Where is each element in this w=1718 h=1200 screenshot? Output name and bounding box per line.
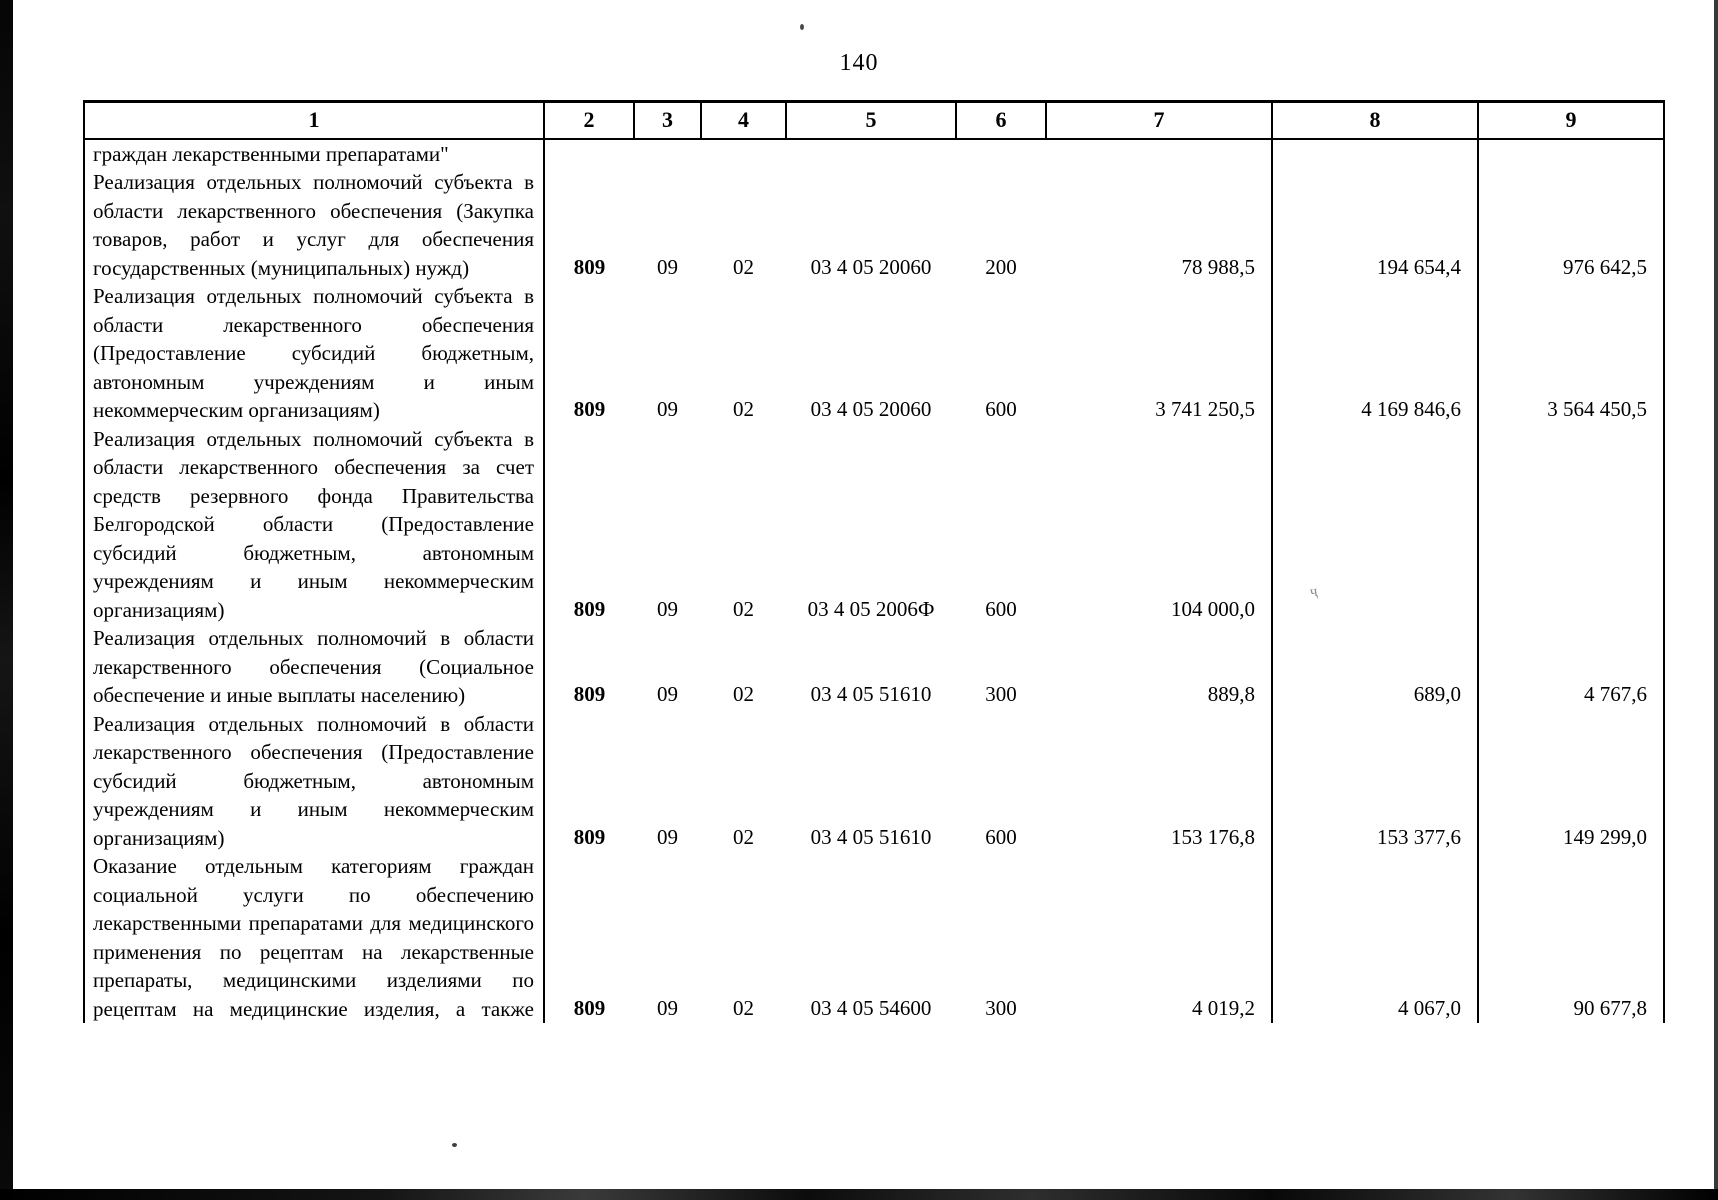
amount-2-cell	[1272, 425, 1478, 625]
amount-2-cell	[1272, 139, 1478, 169]
page-number: 140	[839, 50, 879, 76]
grbs-code-cell: 809	[573, 995, 606, 1020]
expense-type-code-cell: 600	[985, 824, 1017, 849]
amount-1-cell: 4 019,2	[1046, 852, 1272, 1023]
amount-3-cell	[1478, 139, 1664, 169]
target-article-code-cell: 03 4 05 20060	[810, 397, 932, 421]
header-cell-7: 7	[1046, 102, 1272, 139]
subsection-code-cell: 02	[733, 397, 754, 421]
amount-3-cell: 976 642,5	[1478, 168, 1664, 282]
expense-type-code-cell: 200	[985, 254, 1017, 279]
target-article-code-cell: 03 4 05 20060	[810, 254, 932, 279]
subsection-code-cell	[701, 139, 786, 169]
grbs-code-cell: 809	[573, 254, 606, 279]
table-row	[84, 852, 1664, 1023]
scan-speck	[800, 24, 804, 30]
target-article-code-cell: 03 4 05 51610	[810, 682, 932, 706]
amount-2-cell: 689,0	[1272, 624, 1478, 710]
table-row	[84, 139, 1664, 169]
row-description-cell: Оказание отдельным категориям граждан социальной услуги по обеспечению лекарственными препаратами для медицинского применения по рецептам на лекарственные препараты, медицинскими изделиями по рецептам на медицинские изделия, а также	[84, 852, 544, 1023]
scan-edge-right	[1714, 0, 1718, 1200]
table-row	[84, 425, 1664, 625]
section-code-cell: 09	[657, 596, 678, 621]
grbs-code-cell: 809	[573, 397, 606, 421]
expense-type-code-cell: 600	[985, 596, 1017, 621]
amount-3-cell: 4 767,6	[1478, 624, 1664, 710]
header-cell-3: 3	[634, 102, 701, 139]
target-article-code-cell: 03 4 05 51610	[810, 824, 932, 849]
row-description-cell: Реализация отдельных полномочий субъекта в области лекарственного обеспечения за счет средств резервного фонда Правительства Белгородской области (Предоставление субсидий бюджетным, автономным учреждениям и иным некоммерческим организациям)	[84, 425, 544, 625]
table-row	[84, 710, 1664, 853]
table-row	[84, 282, 1664, 425]
scan-edge-left	[0, 0, 13, 1200]
grbs-code-cell: 809	[573, 682, 606, 706]
grbs-code-cell: 809	[573, 824, 606, 849]
subsection-code-cell: 02	[733, 682, 754, 706]
expense-type-code-cell	[956, 139, 1046, 169]
section-code-cell	[634, 139, 701, 169]
section-code-cell: 09	[657, 682, 678, 706]
amount-1-cell: 889,8	[1046, 624, 1272, 710]
amount-2-cell: 194 654,4	[1272, 168, 1478, 282]
header-cell-1: 1	[84, 102, 544, 139]
amount-3-cell: 90 677,8	[1478, 852, 1664, 1023]
header-cell-8: 8	[1272, 102, 1478, 139]
section-code-cell: 09	[657, 824, 678, 849]
amount-2-cell: 4 169 846,6	[1272, 282, 1478, 425]
scan-smudge: ҷ	[1308, 583, 1319, 601]
row-description-cell: Реализация отдельных полномочий в области лекарственного обеспечения (Социальное обеспечение и иные выплаты населению)	[84, 624, 544, 710]
amount-3-cell	[1478, 425, 1664, 625]
scan-edge-bottom	[0, 1189, 1718, 1200]
subsection-code-cell: 02	[733, 995, 754, 1020]
header-cell-2: 2	[544, 102, 634, 139]
table-body	[84, 139, 1664, 1024]
section-code-cell: 09	[657, 397, 678, 421]
header-cell-6: 6	[956, 102, 1046, 139]
row-description-cell: Реализация отдельных полномочий субъекта в области лекарственного обеспечения (Предоставление субсидий бюджетным, автономным учреждениям и иным некоммерческим организациям)	[84, 282, 544, 425]
subsection-code-cell: 02	[733, 824, 754, 849]
expense-type-code-cell: 300	[985, 682, 1017, 706]
subsection-code-cell: 02	[733, 254, 754, 279]
header-cell-4: 4	[701, 102, 786, 139]
subsection-code-cell: 02	[733, 596, 754, 621]
expense-type-code-cell: 600	[985, 397, 1017, 421]
table-row	[84, 624, 1664, 710]
table-row	[84, 168, 1664, 282]
target-article-code-cell: 03 4 05 2006Ф	[807, 596, 935, 621]
scan-speck	[452, 1143, 457, 1147]
grbs-code-cell: 809	[573, 596, 606, 621]
budget-allocations-table	[83, 100, 1663, 1023]
grbs-code-cell	[544, 139, 634, 169]
expense-type-code-cell: 300	[985, 995, 1017, 1020]
header-cell-5: 5	[786, 102, 956, 139]
row-description-cell: Реализация отдельных полномочий в области лекарственного обеспечения (Предоставление субсидий бюджетным, автономным учреждениям и иным некоммерческим организациям)	[84, 710, 544, 853]
target-article-code-cell: 03 4 05 54600	[810, 995, 932, 1020]
section-code-cell: 09	[657, 254, 678, 279]
header-cell-9: 9	[1478, 102, 1664, 139]
budget-table	[83, 100, 1665, 1023]
amount-1-cell: 153 176,8	[1046, 710, 1272, 853]
amount-2-cell: 4 067,0	[1272, 852, 1478, 1023]
amount-3-cell: 3 564 450,5	[1478, 282, 1664, 425]
table-header-row	[84, 102, 1664, 139]
amount-2-cell: 153 377,6	[1272, 710, 1478, 853]
amount-1-cell: 104 000,0	[1046, 425, 1272, 625]
amount-1-cell: 78 988,5	[1046, 168, 1272, 282]
amount-1-cell	[1046, 139, 1272, 169]
target-article-code-cell	[786, 139, 956, 169]
amount-3-cell: 149 299,0	[1478, 710, 1664, 853]
section-code-cell: 09	[657, 995, 678, 1020]
amount-1-cell: 3 741 250,5	[1046, 282, 1272, 425]
row-description-cell: граждан лекарственными препаратами"	[84, 139, 544, 169]
row-description-cell: Реализация отдельных полномочий субъекта в области лекарственного обеспечения (Закупка товаров, работ и услуг для обеспечения государственных (муниципальных) нужд)	[84, 168, 544, 282]
